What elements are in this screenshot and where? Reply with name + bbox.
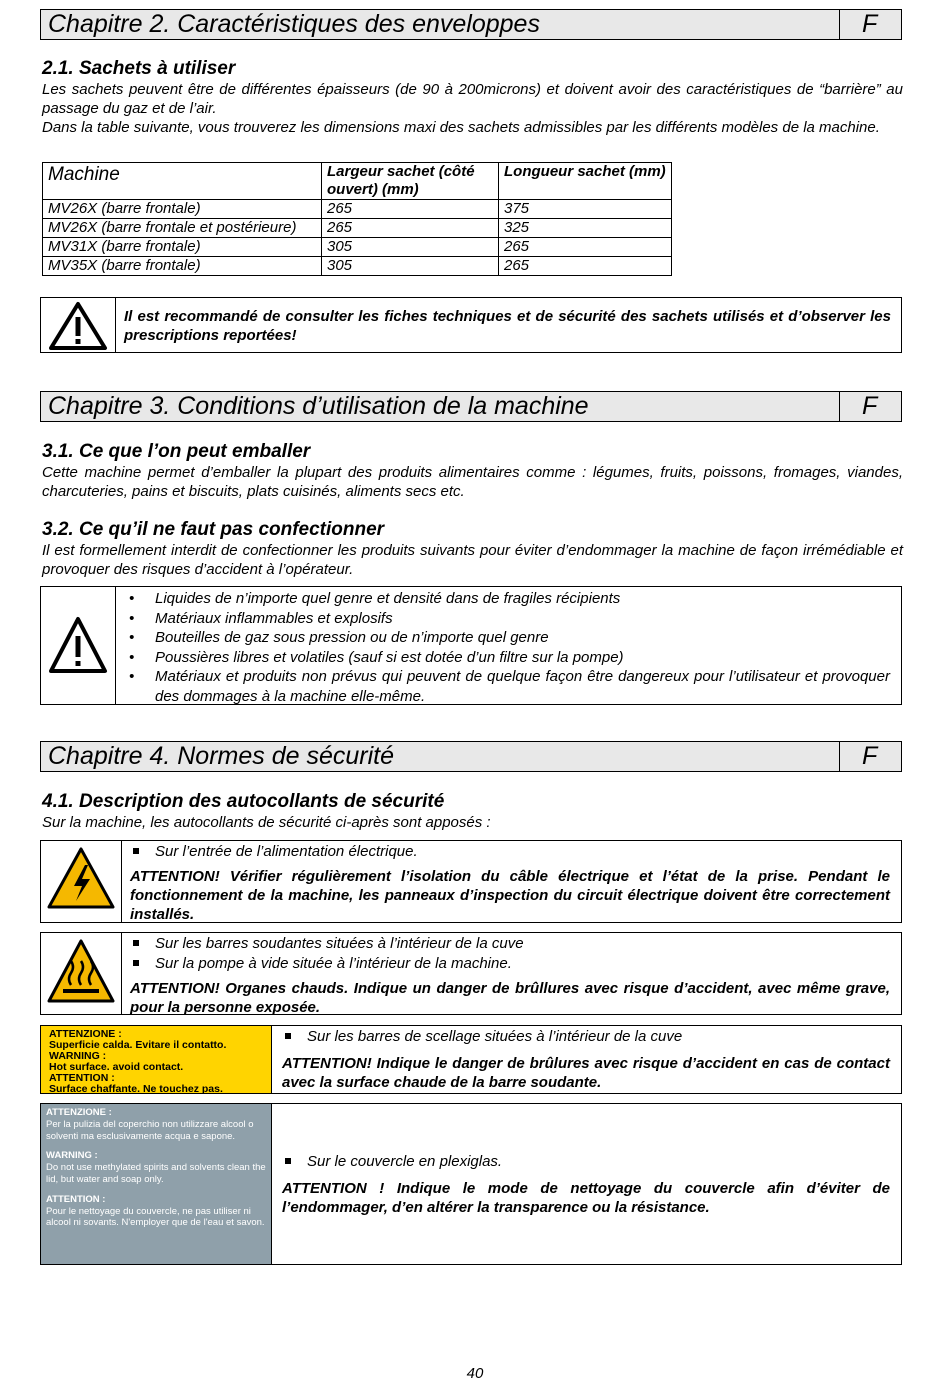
table-row [43,257,672,276]
square-bullet-icon [133,848,139,854]
hot-sticker-box [40,932,902,1015]
hot-surface-icon [41,933,121,1014]
lid-sticker-warning: ATTENTION ! Indique le mode de nettoyage du couvercle afin d’éviter de l’endommager, d’en altérer la transparence ou la résistance. [282,1180,890,1216]
section-3-1-heading: 3.1. Ce que l’on peut emballer [42,441,311,462]
square-bullet-icon [133,960,139,966]
forbidden-products-box [40,586,902,705]
chapter-3-letter: F [839,392,901,421]
warning-icon-cell [41,587,116,704]
chapter-4-header [40,741,902,772]
sticker-line: Surface chaffante. Ne touchez pas. [49,1082,223,1093]
bullet-icon: • [129,648,135,666]
table-row [43,219,672,238]
hot-sticker-warning: ATTENTION! Organes chauds. Indique un danger de brûllures avec risque d’accident, avec même grave, pour la personne exposée. [130,980,890,1016]
list-item: Sur la pompe à vide située à l’intérieur de la machine. [123,954,890,974]
section-2-1-paragraph-2: Dans la table suivante, vous trouverez les dimensions maxi des sachets admissibles par les différents modèles de la machine. [42,119,880,136]
sticker-line: Do not use methylated spirits and solvents clean the lid, but water and soap only. [46,1162,266,1185]
table-header-length: Longueur sachet (mm) [499,163,672,200]
sticker-line: ATTENZIONE : [46,1107,112,1118]
table-cell: 265 [322,200,499,219]
section-3-1-paragraph: Cette machine permet d’emballer la plupart des produits alimentaires comme : légumes, fruits, poissons, fromages, viandes, charcuteries, pains et biscuits, plats cuisinés, aliments secs etc. [42,464,903,500]
chapter-2-title: Chapitre 2. Caractéristiques des enveloppes [48,10,540,38]
bullet-icon: • [129,629,135,646]
list-item: Sur les barres de scellage situées à l’intérieur de la cuve [275,1027,890,1047]
chapter-4-letter: F [839,742,901,771]
sticker-line: Hot surface. avoid contact. [49,1060,184,1073]
table-cell: 265 [499,238,672,257]
grey-cleaning-sticker [41,1104,272,1264]
list-item: Sur l’entrée de l’alimentation électrique. [123,842,890,862]
sealing-bar-sticker-locations [275,1027,890,1047]
bag-dimensions-table [42,162,672,276]
table-cell: 305 [322,257,499,276]
warning-triangle-icon [41,587,115,704]
sticker-line: ATTENTION : [49,1072,115,1084]
section-2-1-paragraph-1: Les sachets peuvent être de différentes épaisseurs (de 90 à 200microns) et doivent avoir des caractéristiques de “barrière” au passage du gaz et de l’air. [42,81,903,117]
table-cell: 305 [322,238,499,257]
square-bullet-icon [285,1033,291,1039]
table-cell: 265 [322,219,499,238]
sticker-line: Per la pulizia del coperchio non utilizzare alcool o solventi ma esclusivamente acqua e sapone. [46,1118,254,1142]
yellow-warning-sticker [41,1026,272,1093]
lid-sticker-locations [275,1152,890,1172]
table-header-width: Largeur sachet (côté ouvert) (mm) [322,163,499,200]
list-item: Sur les barres soudantes situées à l’intérieur de la cuve [123,934,890,954]
table-cell: 265 [499,257,672,276]
bullet-icon: • [129,590,135,607]
bag-warning-box [40,297,902,353]
chapter-2-letter: F [839,10,901,39]
forbidden-products-list [123,589,890,706]
chapter-2-header [40,9,902,40]
sealing-bar-sticker-box [40,1025,902,1094]
section-3-2-heading: 3.2. Ce qu’il ne faut pas confectionner [42,519,385,540]
warning-icon-cell [41,298,116,352]
table-row [43,200,672,219]
chapter-4-title: Chapitre 4. Normes de sécurité [48,742,394,770]
hot-sticker-locations [123,934,890,973]
sticker-line: Pour le nettoyage du couvercle, ne pas utiliser ni alcool ni sovants. N'employer que de l'eau et savon. [46,1205,265,1229]
section-4-1-paragraph: Sur la machine, les autocollants de sécurité ci-après sont apposés : [42,814,491,831]
chapter-3-header [40,391,902,422]
list-item: • Poussières libres et volatiles (sauf si est dotée d’un filtre sur la pompe) [129,648,624,666]
sticker-line: ATTENZIONE : [49,1028,122,1040]
table-cell: 325 [499,219,672,238]
list-item: • Matériaux inflammables et explosifs [129,609,393,627]
table-cell: MV26X (barre frontale et postérieure) [43,219,322,238]
table-cell: MV31X (barre frontale) [43,238,322,257]
sticker-line: Superficie calda. Evitare il contatto. [49,1038,227,1051]
bullet-icon: • [129,668,135,685]
table-cell: MV26X (barre frontale) [43,200,322,219]
sticker-line: ATTENTION : [46,1193,106,1205]
warning-triangle-icon [41,298,115,352]
table-cell: MV35X (barre frontale) [43,257,322,276]
section-3-2-paragraph: Il est formellement interdit de confectionner les produits suivants pour éviter d’endommager la machine de façon irrémédiable et provoquer des risques d’accident à l’opérateur. [42,542,903,578]
table-header-row [43,163,672,200]
table-header-machine: Machine [43,163,322,200]
lid-sticker-box [40,1103,902,1265]
sticker-icon-cell [41,933,122,1014]
sticker-line: WARNING : [46,1150,98,1162]
sticker-line: WARNING : [49,1050,107,1062]
electric-sticker-box [40,840,902,923]
bullet-icon: • [129,609,135,627]
list-item: • Matériaux et produits non prévus qui peuvent de quelque façon être dangereux pour l’utilisateur et provoquer des dommages à la machine elle-même. [129,668,890,705]
list-item: • Bouteilles de gaz sous pression ou de n’importe quel genre [129,629,549,646]
square-bullet-icon [133,940,139,946]
bag-warning-text: Il est recommandé de consulter les fiches techniques et de sécurité des sachets utilisés et d’observer les prescriptions reportées! [124,308,891,344]
square-bullet-icon [285,1158,291,1164]
chapter-3-title: Chapitre 3. Conditions d’utilisation de la machine [48,392,589,420]
table-cell: 375 [499,200,672,219]
section-2-1-heading: 2.1. Sachets à utiliser [42,58,236,79]
page-number: 40 [466,1365,484,1382]
list-item: Sur le couvercle en plexiglas. [275,1152,890,1172]
section-4-1-heading: 4.1. Description des autocollants de sécurité [42,791,445,812]
electric-sticker-warning: ATTENTION! Vérifier régulièrement l’isolation du câble électrique et l’état de la prise. Pendant le fonctionnement de la machine, les panneaux d’inspection du circuit électrique doivent être correctement installés. [130,868,890,923]
electric-sticker-locations [123,842,890,862]
table-row [43,238,672,257]
list-item: • Liquides de n’importe quel genre et densité dans de fragiles récipients [129,590,621,607]
sticker-icon-cell [41,841,122,922]
electric-hazard-icon [41,841,121,922]
sealing-bar-sticker-warning: ATTENTION! Indique le danger de brûlures avec risque d’accident en cas de contact avec la surface chaude de la barre soudante. [282,1055,890,1091]
